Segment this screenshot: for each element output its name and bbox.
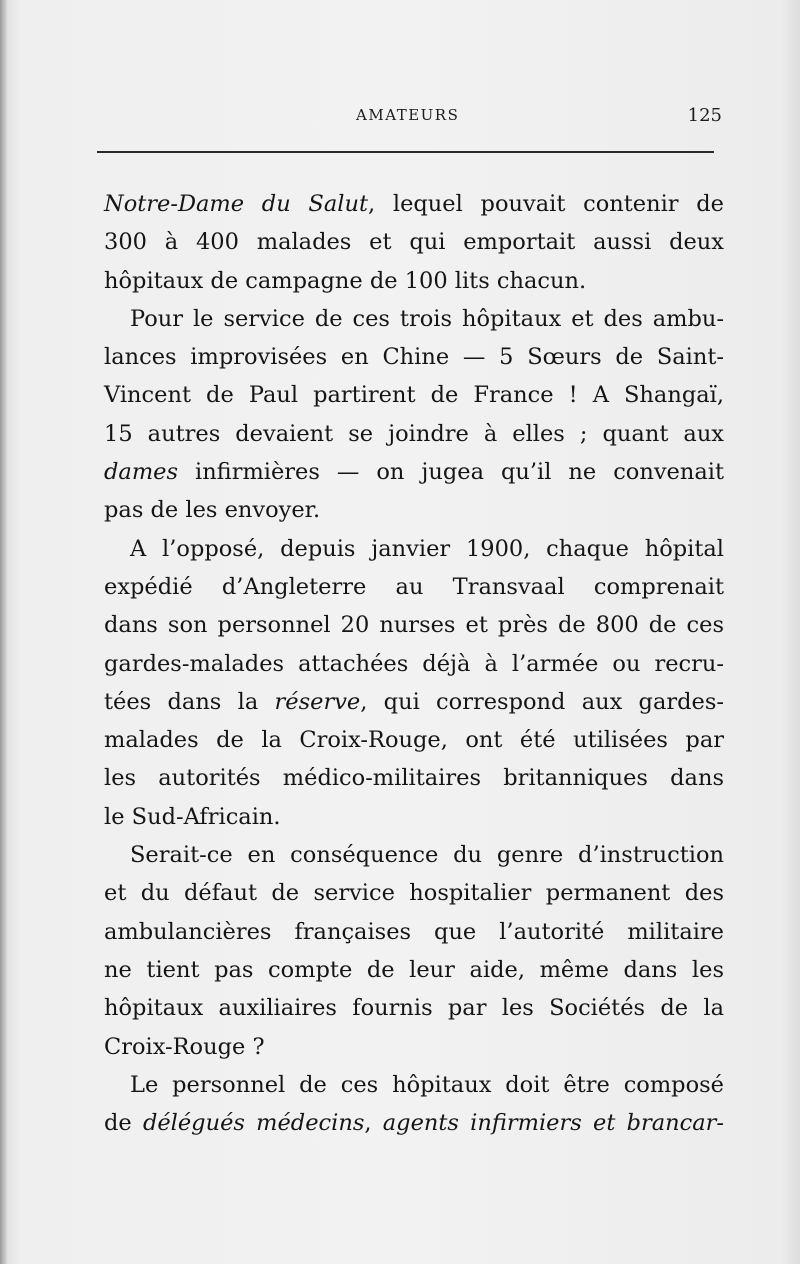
text-line [104, 1066, 724, 1104]
text-line [104, 759, 724, 797]
text-line [104, 1104, 724, 1142]
text-line [104, 721, 724, 759]
text-run: ambulancières françaises que l’autorité militaire [104, 918, 724, 945]
text-run: le Sud-Africain. [104, 803, 281, 830]
italic-text: Notre-Dame du Salut [104, 191, 368, 217]
text-line [104, 874, 724, 912]
text-line [104, 568, 724, 606]
text-run: dans son personnel 20 nurses et près de 800 de ces [104, 612, 724, 639]
page-header [97, 106, 725, 130]
text-run: Le personnel de ces hôpitaux doit être composé [130, 1071, 724, 1098]
text-line [104, 223, 724, 261]
text-run: , lequel pouvait contenir de [368, 191, 725, 217]
text-line [104, 606, 724, 644]
text-run: Croix-Rouge ? [104, 1033, 265, 1060]
text-run: malades de la Croix-Rouge, ont été utilisées par [104, 727, 724, 754]
text-line [104, 951, 724, 989]
text-run: 15 autres devaient se joindre à elles ; quant aux [104, 420, 724, 447]
header-rule [97, 151, 714, 153]
text-line [104, 453, 724, 491]
text-line [104, 338, 724, 376]
text-line [104, 683, 724, 721]
body-text [104, 185, 724, 1142]
text-line [104, 491, 724, 529]
text-run: , qui correspond aux gardes- [360, 688, 724, 715]
text-run: tées dans la [104, 688, 275, 715]
text-run: Vincent de Paul partirent de France ! A Shangaï, [104, 382, 724, 409]
text-line [104, 415, 724, 453]
text-run: de [104, 1110, 143, 1137]
text-run: expédié d’Angleterre au Transvaal comprenait [104, 573, 724, 600]
text-run: hôpitaux auxiliaires fournis par les Sociétés de la [104, 995, 724, 1022]
text-run: Serait-ce en conséquence du genre d’instruction [130, 842, 724, 869]
text-line [104, 185, 724, 223]
text-run: , [364, 1110, 383, 1137]
page-number: 125 [687, 105, 722, 126]
italic-text: agents infirmiers et brancar- [382, 1110, 725, 1137]
text-line [104, 376, 724, 414]
italic-text: délégués médecins [142, 1110, 365, 1137]
italic-text: dames [104, 459, 179, 486]
text-run: les autorités médico-militaires britanniques dans [104, 765, 724, 792]
text-line [104, 530, 724, 568]
page-edge-shadow [0, 0, 8, 1264]
text-line [104, 1028, 724, 1066]
text-run: lances improvisées en Chine — 5 Sœurs de Saint- [104, 344, 724, 371]
text-run: pas de les envoyer. [104, 497, 321, 524]
text-run: gardes-malades attachées déjà à l’armée ou recru- [104, 650, 724, 677]
text-run: A l’opposé, depuis janvier 1900, chaque hôpital [130, 535, 724, 562]
text-line [104, 836, 724, 874]
running-title: AMATEURS [356, 106, 460, 124]
text-line [104, 798, 724, 836]
text-run: ne tient pas compte de leur aide, même dans les [104, 956, 724, 983]
text-run: 300 à 400 malades et qui emportait aussi deux [104, 229, 724, 256]
text-run: infirmières — on jugea qu’il ne convenait [178, 459, 724, 486]
text-line [104, 989, 724, 1027]
text-line [104, 300, 724, 338]
text-run: et du défaut de service hospitalier permanent des [104, 880, 724, 907]
text-line [104, 262, 724, 300]
italic-text: réserve [274, 688, 361, 715]
text-run: hôpitaux de campagne de 100 lits chacun. [104, 267, 587, 294]
text-line [104, 645, 724, 683]
text-run: Pour le service de ces trois hôpitaux et des ambu- [130, 305, 724, 332]
text-line [104, 913, 724, 951]
